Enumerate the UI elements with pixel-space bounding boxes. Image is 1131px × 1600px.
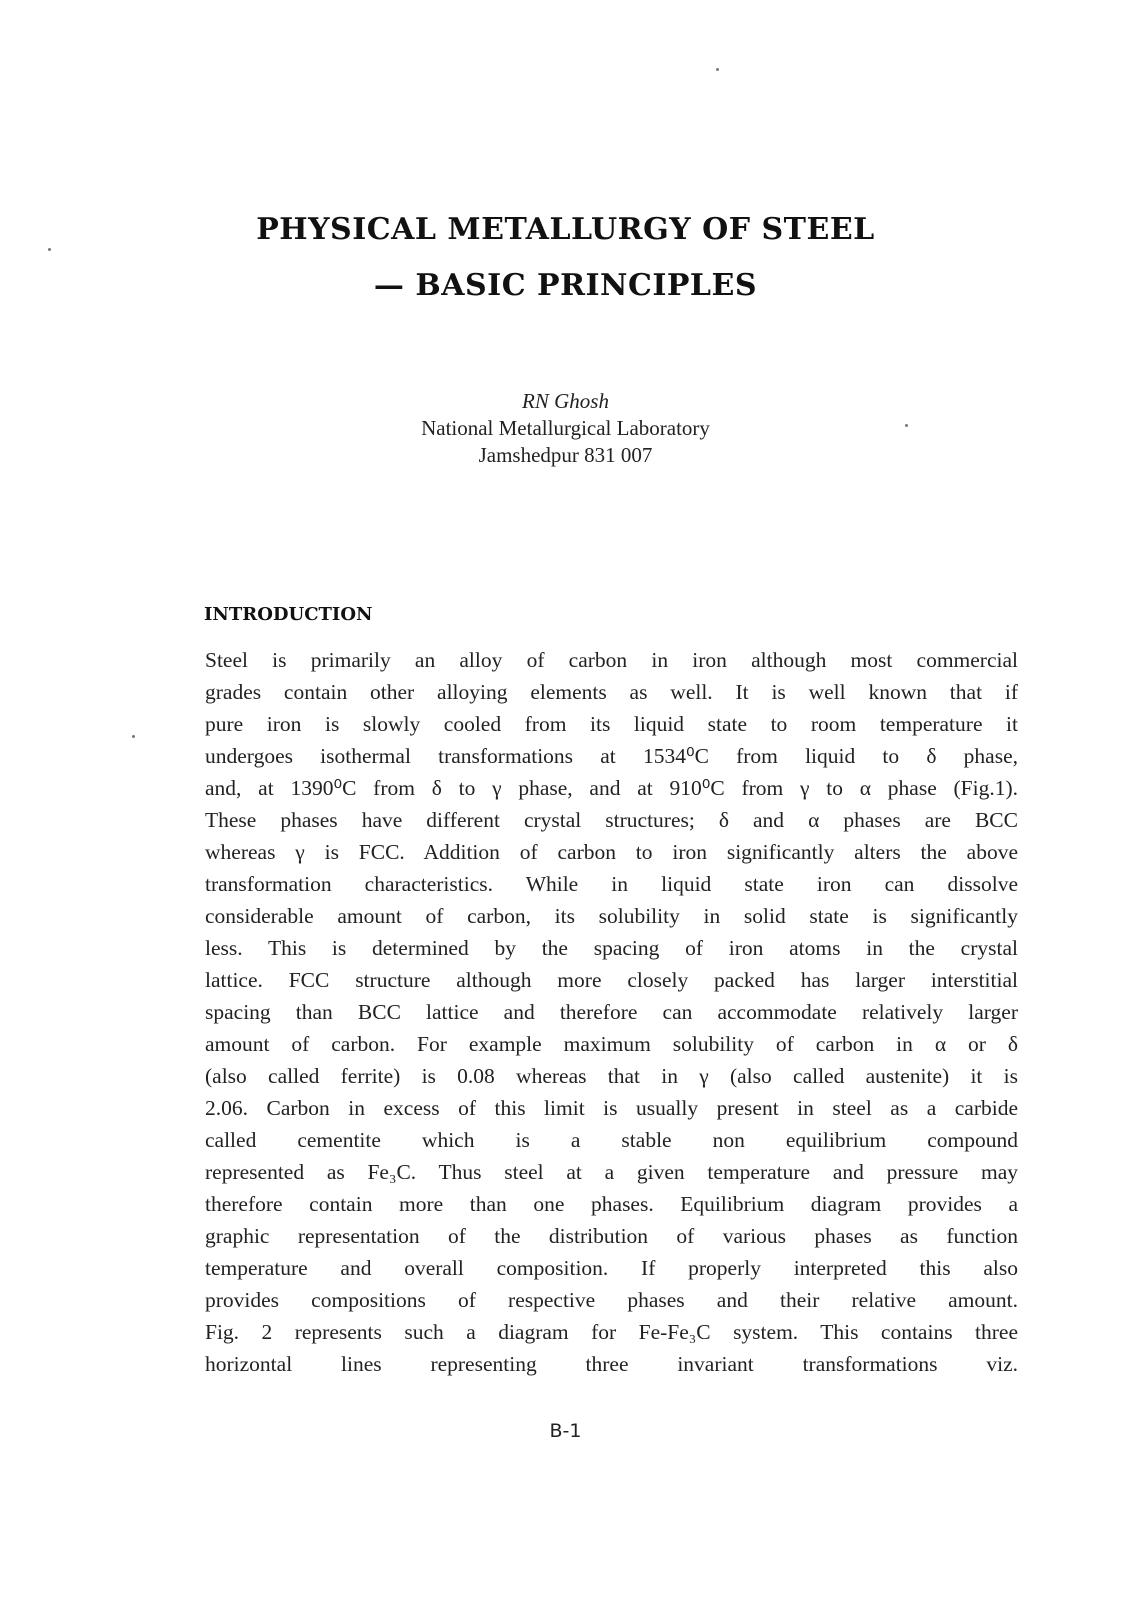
body-line: amount of carbon. For example maximum solubility of carbon in α or δ xyxy=(205,1032,1018,1056)
body-line: therefore contain more than one phases. Equilibrium diagram provides a xyxy=(205,1192,1018,1216)
section-heading: INTRODUCTION xyxy=(204,604,373,625)
body-line: less. This is determined by the spacing of iron atoms in the crystal xyxy=(205,936,1018,960)
scan-speck xyxy=(905,424,908,427)
body-line: 2.06. Carbon in excess of this limit is usually present in steel as a carbide xyxy=(205,1096,1018,1120)
body-line: provides compositions of respective phases and their relative amount. xyxy=(205,1288,1018,1312)
body-paragraph xyxy=(205,644,1018,1380)
author-address: Jamshedpur 831 007 xyxy=(478,443,653,467)
body-line: and, at 1390⁰C from δ to γ phase, and at 910⁰C from γ to α phase (Fig.1). xyxy=(205,776,1018,800)
body-line: whereas γ is FCC. Addition of carbon to iron significantly alters the above xyxy=(205,840,1018,864)
author-name: RN Ghosh xyxy=(522,389,609,413)
scan-speck xyxy=(48,248,51,251)
author-block xyxy=(0,388,1131,469)
body-line: These phases have different crystal structures; δ and α phases are BCC xyxy=(205,808,1018,832)
body-line: spacing than BCC lattice and therefore can accommodate relatively larger xyxy=(205,1000,1018,1024)
body-line: temperature and overall composition. If properly interpreted this also xyxy=(205,1256,1018,1280)
scan-speck xyxy=(716,68,719,71)
title-line-2: — BASIC PRINCIPLES xyxy=(373,268,758,303)
body-line: transformation characteristics. While in liquid state iron can dissolve xyxy=(205,872,1018,896)
body-line: undergoes isothermal transformations at 1534⁰C from liquid to δ phase, xyxy=(205,744,1018,768)
body-line: Fig. 2 represents such a diagram for Fe-Fe₃C system. This contains three xyxy=(205,1320,1018,1344)
body-line: represented as Fe₃C. Thus steel at a given temperature and pressure may xyxy=(205,1160,1018,1184)
page-number: B-1 xyxy=(549,1420,582,1442)
body-line: Steel is primarily an alloy of carbon in iron although most commercial xyxy=(205,648,1018,672)
body-line: horizontal lines representing three invariant transformations viz. xyxy=(205,1352,1018,1376)
author-institution: National Metallurgical Laboratory xyxy=(421,416,710,440)
title-line-1: PHYSICAL METALLURGY OF STEEL xyxy=(256,212,875,247)
body-line: called cementite which is a stable non equilibrium compound xyxy=(205,1128,1018,1152)
body-line: graphic representation of the distribution of various phases as function xyxy=(205,1224,1018,1248)
body-line: lattice. FCC structure although more closely packed has larger interstitial xyxy=(205,968,1018,992)
scan-speck xyxy=(132,735,135,738)
body-line: (also called ferrite) is 0.08 whereas that in γ (also called austenite) it is xyxy=(205,1064,1018,1088)
body-line: considerable amount of carbon, its solubility in solid state is significantly xyxy=(205,904,1018,928)
body-line: grades contain other alloying elements as well. It is well known that if xyxy=(205,680,1018,704)
body-line: pure iron is slowly cooled from its liquid state to room temperature it xyxy=(205,712,1018,736)
